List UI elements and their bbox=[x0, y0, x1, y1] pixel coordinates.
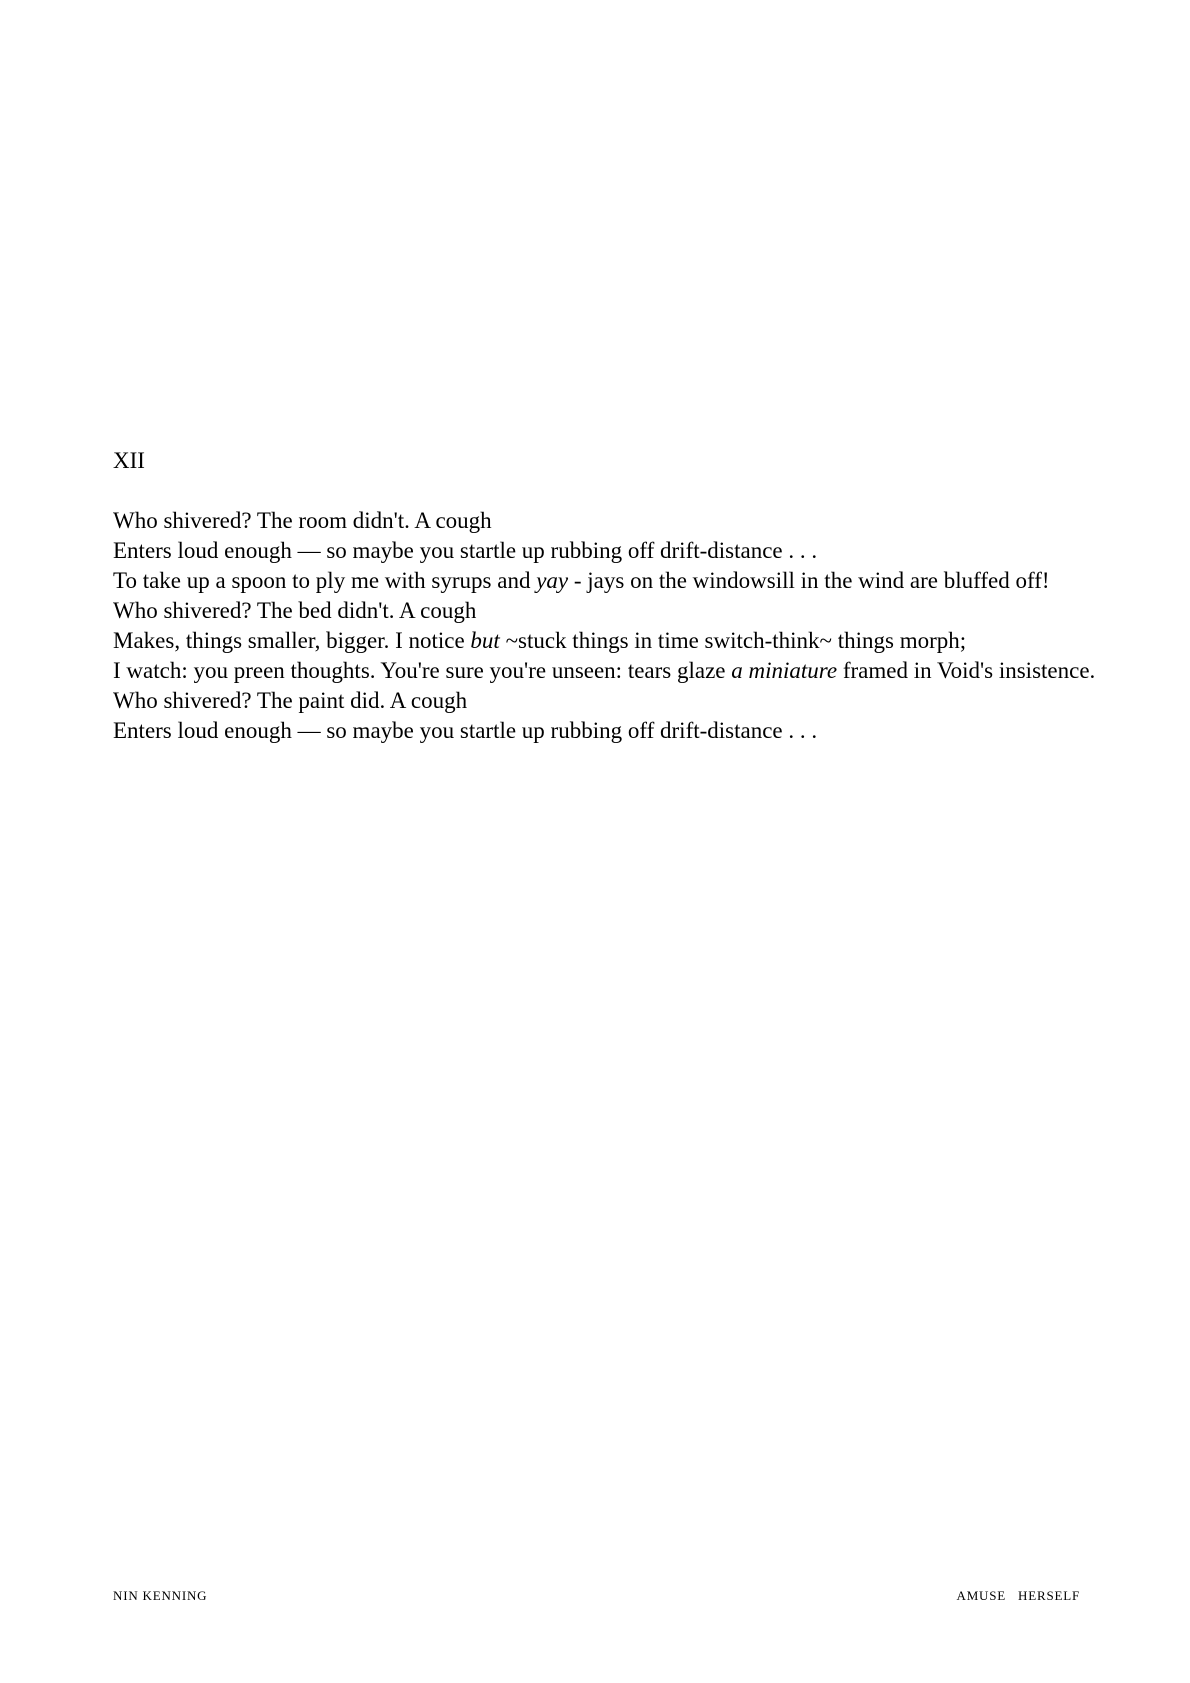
poem-italic-text: a miniature bbox=[731, 658, 838, 683]
poem-text: Makes, things smaller, bigger. I notice bbox=[113, 628, 471, 653]
poem-text: - jays on the windowsill in the wind are bluffed off! bbox=[568, 568, 1050, 593]
section-number: XII bbox=[113, 448, 145, 473]
poem-line bbox=[113, 596, 1103, 626]
poem-line bbox=[113, 626, 1103, 656]
poem-line bbox=[113, 536, 1103, 566]
footer-title: AMUSE HERSELF bbox=[956, 1588, 1080, 1603]
poem-line bbox=[113, 686, 1103, 716]
poem-text: Who shivered? The bed didn't. A cough bbox=[113, 598, 477, 623]
poem-text: Enters loud enough — so maybe you startle up rubbing off drift-distance . . . bbox=[113, 538, 818, 563]
poem-text: I watch: you preen thoughts. You're sure you're unseen: tears glaze bbox=[113, 658, 732, 683]
footer-author: NIN KENNING bbox=[113, 1588, 208, 1603]
poem-text: Who shivered? The room didn't. A cough bbox=[113, 508, 492, 533]
poem-italic-text: yay bbox=[536, 568, 569, 593]
poem-line bbox=[113, 656, 1103, 686]
poem-line bbox=[113, 716, 1103, 746]
poem-text: Enters loud enough — so maybe you startle up rubbing off drift-distance . . . bbox=[113, 718, 818, 743]
poem-line bbox=[113, 506, 1103, 536]
poem-italic-text: but bbox=[470, 628, 500, 653]
poem-body bbox=[113, 506, 1103, 746]
poem-text: Who shivered? The paint did. A cough bbox=[113, 688, 468, 713]
poem-text: To take up a spoon to ply me with syrups and bbox=[113, 568, 537, 593]
poem-text: framed in Void's insistence. bbox=[837, 658, 1096, 683]
poem-text: ~stuck things in time switch-think~ things morph; bbox=[499, 628, 967, 653]
poem-line bbox=[113, 566, 1103, 596]
